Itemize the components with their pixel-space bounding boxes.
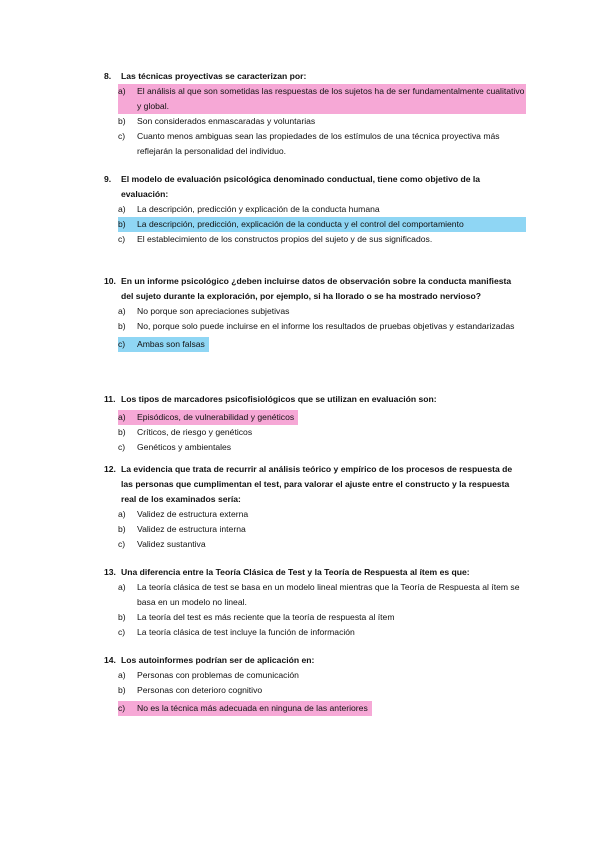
question-number: 13. <box>104 567 116 577</box>
answer-option <box>118 537 524 552</box>
option-text: No es la técnica más adecuada en ninguna de las anteriores <box>137 703 368 713</box>
answer-option <box>118 625 524 640</box>
option-letter: b) <box>118 321 126 331</box>
question-text: La evidencia que trata de recurrir al análisis teórico y empírico de los procesos de respuesta de las personas que cumplimentan el test, para valorar el ajuste entre el constructo y la respuesta real de los examinados sería: <box>121 464 513 504</box>
option-text: Cuanto menos ambiguas sean las propiedades de los estímulos de una técnica proyectiva más reflejarán la personalidad del individuo. <box>137 131 500 156</box>
option-text: No, porque solo puede incluirse en el informe los resultados de pruebas objetivas y estandarizadas <box>137 321 515 331</box>
option-text: Validez de estructura externa <box>137 509 249 519</box>
option-letter: c) <box>118 234 126 244</box>
option-text: Son considerados enmascaradas y voluntarias <box>137 116 316 126</box>
question-text: El modelo de evaluación psicológica denominado conductual, tiene como objetivo de la evaluación: <box>121 174 481 199</box>
option-text: El establecimiento de los constructos propios del sujeto y de sus significados. <box>137 234 433 244</box>
question-header <box>104 462 524 507</box>
option-letter: a) <box>118 86 126 96</box>
answer-option <box>118 129 524 159</box>
answer-option <box>118 232 524 247</box>
question-header <box>104 274 524 304</box>
option-text: Validez sustantiva <box>137 539 206 549</box>
answer-option <box>118 304 524 319</box>
question-number: 12. <box>104 464 116 474</box>
option-text: No porque son apreciaciones subjetivas <box>137 306 290 316</box>
answer-option <box>118 610 524 625</box>
option-letter: b) <box>118 524 126 534</box>
question-text: Los autoinformes podrían ser de aplicación en: <box>121 655 315 665</box>
option-letter: c) <box>118 627 126 637</box>
question-text: Las técnicas proyectivas se caracterizan por: <box>121 71 307 81</box>
option-letter: a) <box>118 509 126 519</box>
option-letter: c) <box>118 131 126 141</box>
option-text: La teoría clásica de test se basa en un modelo lineal mientras que la Teoría de Respuesta al ítem se basa en un modelo no lineal. <box>137 582 520 607</box>
answer-option <box>118 580 524 610</box>
option-text: Validez de estructura interna <box>137 524 246 534</box>
question-10 <box>104 274 524 352</box>
option-text: El análisis al que son sometidas las respuestas de los sujetos ha de ser fundamentalmente cualitativo y global. <box>137 86 525 111</box>
answer-option <box>118 319 524 334</box>
option-letter: a) <box>118 582 126 592</box>
question-number: 8. <box>104 71 112 81</box>
question-8 <box>104 69 524 159</box>
question-header <box>104 565 524 580</box>
question-14 <box>104 653 524 716</box>
answer-option <box>118 522 524 537</box>
answer-option <box>118 114 524 129</box>
option-text: Ambas son falsas <box>137 339 205 349</box>
question-9 <box>104 172 524 247</box>
option-text: Críticos, de riesgo y genéticos <box>137 427 253 437</box>
answer-option-highlighted <box>118 410 298 425</box>
question-number: 9. <box>104 174 112 184</box>
question-text: Los tipos de marcadores psicofisiológicos que se utilizan en evaluación son: <box>121 394 437 404</box>
answer-option-highlighted <box>118 84 526 114</box>
question-number: 14. <box>104 655 116 665</box>
option-letter: b) <box>118 116 126 126</box>
question-13 <box>104 565 524 640</box>
option-letter: b) <box>118 219 126 229</box>
question-text: En un informe psicológico ¿deben incluirse datos de observación sobre la conducta manifiesta del sujeto durante la exploración, por ejemplo, si ha llorado o se ha mostrado nervioso? <box>121 276 512 301</box>
option-text: Personas con deterioro cognitivo <box>137 685 263 695</box>
option-text: Genéticos y ambientales <box>137 442 232 452</box>
question-header <box>104 653 524 668</box>
option-letter: c) <box>118 703 126 713</box>
answer-option <box>118 507 524 522</box>
option-letter: a) <box>118 670 126 680</box>
option-letter: c) <box>118 442 126 452</box>
question-12 <box>104 462 524 552</box>
question-number: 10. <box>104 276 116 286</box>
option-text: La descripción, predicción, explicación de la conducta y el control del comportamiento <box>137 219 464 229</box>
option-text: Personas con problemas de comunicación <box>137 670 299 680</box>
option-text: Episódicos, de vulnerabilidad y genéticos <box>137 412 295 422</box>
answer-option-highlighted <box>118 337 209 352</box>
option-text: La teoría del test es más reciente que la teoría de respuesta al ítem <box>137 612 395 622</box>
option-letter: c) <box>118 539 126 549</box>
option-letter: b) <box>118 612 126 622</box>
answer-option <box>118 683 524 698</box>
answer-option-highlighted <box>118 217 526 232</box>
answer-option <box>118 668 524 683</box>
answer-option <box>118 440 524 455</box>
question-11 <box>104 392 524 455</box>
option-letter: c) <box>118 339 126 349</box>
answer-option-highlighted <box>118 701 372 716</box>
option-letter: b) <box>118 685 126 695</box>
answer-option <box>118 202 524 217</box>
question-text: Una diferencia entre la Teoría Clásica de Test y la Teoría de Respuesta al ítem es que: <box>121 567 470 577</box>
option-letter: a) <box>118 306 126 316</box>
question-header <box>104 172 524 202</box>
option-letter: a) <box>118 204 126 214</box>
answer-option <box>118 425 524 440</box>
question-header <box>104 69 524 84</box>
option-text: La teoría clásica de test incluye la función de información <box>137 627 355 637</box>
question-header <box>104 392 524 407</box>
question-number: 11. <box>104 394 116 404</box>
option-letter: b) <box>118 427 126 437</box>
option-text: La descripción, predicción y explicación de la conducta humana <box>137 204 380 214</box>
option-letter: a) <box>118 412 126 422</box>
